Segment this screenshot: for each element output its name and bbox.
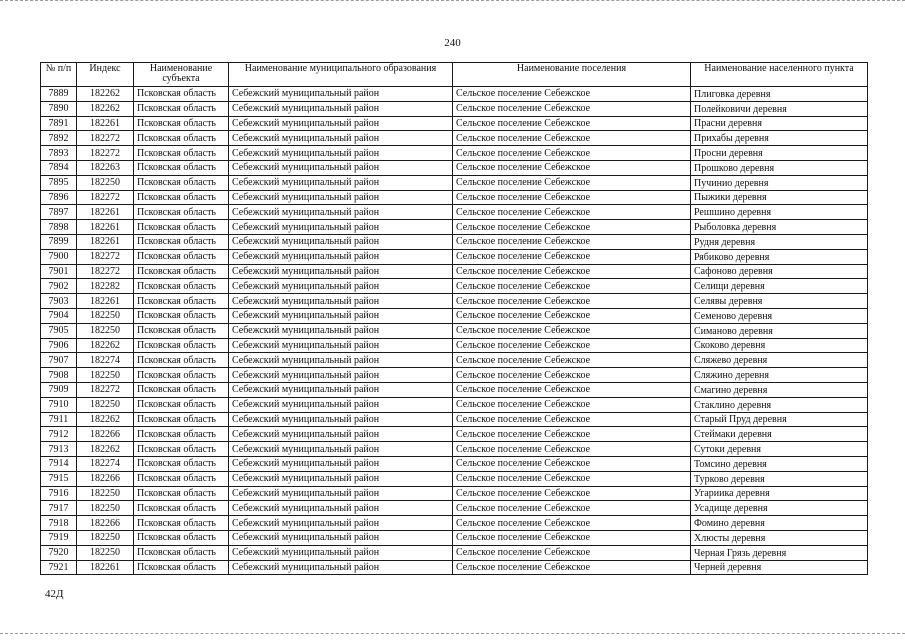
postal-index: 182261 (77, 294, 134, 309)
table-row (41, 234, 868, 249)
row-number: 7911 (41, 412, 77, 427)
header-index: Индекс (77, 63, 134, 87)
locality-name: Плиговка деревня (691, 87, 868, 102)
postal-index: 182282 (77, 279, 134, 294)
postal-index: 182261 (77, 220, 134, 235)
locality-name: Сляжино деревня (691, 368, 868, 383)
row-number: 7900 (41, 249, 77, 264)
municipality-name: Себежский муниципальный район (229, 382, 453, 397)
table-row (41, 205, 868, 220)
postal-index: 182250 (77, 368, 134, 383)
settlement-name: Сельское поселение Себежское (453, 456, 691, 471)
table-row (41, 397, 868, 412)
row-number: 7903 (41, 294, 77, 309)
municipality-name: Себежский муниципальный район (229, 87, 453, 102)
municipality-name: Себежский муниципальный район (229, 264, 453, 279)
settlement-name: Сельское поселение Себежское (453, 279, 691, 294)
table-row (41, 456, 868, 471)
postal-index: 182250 (77, 530, 134, 545)
subject-name: Псковская область (134, 442, 229, 457)
table-row (41, 175, 868, 190)
table-row (41, 368, 868, 383)
postal-index: 182262 (77, 412, 134, 427)
settlement-name: Сельское поселение Себежское (453, 516, 691, 531)
subject-name: Псковская область (134, 545, 229, 560)
postal-index: 182272 (77, 146, 134, 161)
locality-name: Просни деревня (691, 146, 868, 161)
settlements-table (40, 62, 868, 575)
settlement-name: Сельское поселение Себежское (453, 560, 691, 575)
row-number: 7897 (41, 205, 77, 220)
postal-index: 182262 (77, 101, 134, 116)
municipality-name: Себежский муниципальный район (229, 190, 453, 205)
row-number: 7889 (41, 87, 77, 102)
page-number: 240 (444, 37, 461, 49)
postal-index: 182272 (77, 264, 134, 279)
settlement-name: Сельское поселение Себежское (453, 175, 691, 190)
subject-name: Псковская область (134, 427, 229, 442)
settlement-name: Сельское поселение Себежское (453, 131, 691, 146)
row-number: 7904 (41, 308, 77, 323)
settlement-name: Сельское поселение Себежское (453, 116, 691, 131)
locality-name: Симаново деревня (691, 323, 868, 338)
postal-index: 182250 (77, 397, 134, 412)
locality-name: Рябиково деревня (691, 249, 868, 264)
postal-index: 182272 (77, 249, 134, 264)
settlement-name: Сельское поселение Себежское (453, 264, 691, 279)
table-row (41, 486, 868, 501)
row-number: 7914 (41, 456, 77, 471)
header-settlement: Наименование поселения (453, 63, 691, 87)
municipality-name: Себежский муниципальный район (229, 368, 453, 383)
municipality-name: Себежский муниципальный район (229, 412, 453, 427)
table-row (41, 160, 868, 175)
settlement-name: Сельское поселение Себежское (453, 205, 691, 220)
table-row (41, 116, 868, 131)
settlement-name: Сельское поселение Себежское (453, 101, 691, 116)
postal-index: 182250 (77, 545, 134, 560)
locality-name: Сляжево деревня (691, 353, 868, 368)
postal-index: 182250 (77, 486, 134, 501)
municipality-name: Себежский муниципальный район (229, 560, 453, 575)
subject-name: Псковская область (134, 486, 229, 501)
municipality-name: Себежский муниципальный район (229, 397, 453, 412)
postal-index: 182261 (77, 234, 134, 249)
subject-name: Псковская область (134, 501, 229, 516)
row-number: 7902 (41, 279, 77, 294)
settlement-name: Сельское поселение Себежское (453, 530, 691, 545)
subject-name: Псковская область (134, 160, 229, 175)
subject-name: Псковская область (134, 190, 229, 205)
settlement-name: Сельское поселение Себежское (453, 220, 691, 235)
locality-name: Томсино деревня (691, 456, 868, 471)
settlement-name: Сельское поселение Себежское (453, 368, 691, 383)
postal-index: 182262 (77, 87, 134, 102)
locality-name: Старый Пруд деревня (691, 412, 868, 427)
locality-name: Стеймаки деревня (691, 427, 868, 442)
locality-name: Селявы деревня (691, 294, 868, 309)
settlement-name: Сельское поселение Себежское (453, 545, 691, 560)
subject-name: Псковская область (134, 323, 229, 338)
footer-code: 42Д (45, 588, 64, 600)
settlement-name: Сельское поселение Себежское (453, 294, 691, 309)
settlement-name: Сельское поселение Себежское (453, 471, 691, 486)
settlement-name: Сельское поселение Себежское (453, 323, 691, 338)
municipality-name: Себежский муниципальный район (229, 353, 453, 368)
locality-name: Селищи деревня (691, 279, 868, 294)
settlement-name: Сельское поселение Себежское (453, 234, 691, 249)
table-row (41, 323, 868, 338)
locality-name: Черная Грязь деревня (691, 545, 868, 560)
header-municipality: Наименование муниципального образования (229, 63, 453, 87)
table-row (41, 190, 868, 205)
subject-name: Псковская область (134, 560, 229, 575)
row-number: 7895 (41, 175, 77, 190)
subject-name: Псковская область (134, 205, 229, 220)
municipality-name: Себежский муниципальный район (229, 427, 453, 442)
subject-name: Псковская область (134, 87, 229, 102)
subject-name: Псковская область (134, 294, 229, 309)
table-row (41, 530, 868, 545)
locality-name: Фомино деревня (691, 516, 868, 531)
settlement-name: Сельское поселение Себежское (453, 338, 691, 353)
municipality-name: Себежский муниципальный район (229, 516, 453, 531)
table-row (41, 338, 868, 353)
table-row (41, 412, 868, 427)
table-row (41, 545, 868, 560)
locality-name: Черней деревня (691, 560, 868, 575)
table-row (41, 560, 868, 575)
locality-name: Усадище деревня (691, 501, 868, 516)
scan-edge-top (0, 0, 905, 4)
table-row (41, 264, 868, 279)
municipality-name: Себежский муниципальный район (229, 131, 453, 146)
subject-name: Псковская область (134, 220, 229, 235)
postal-index: 182263 (77, 160, 134, 175)
table-row (41, 294, 868, 309)
subject-name: Псковская область (134, 249, 229, 264)
postal-index: 182250 (77, 323, 134, 338)
row-number: 7898 (41, 220, 77, 235)
header-locality: Наименование населенного пункта (691, 63, 868, 87)
table-row (41, 146, 868, 161)
municipality-name: Себежский муниципальный район (229, 323, 453, 338)
locality-name: Сафоново деревня (691, 264, 868, 279)
postal-index: 182274 (77, 456, 134, 471)
municipality-name: Себежский муниципальный район (229, 486, 453, 501)
row-number: 7918 (41, 516, 77, 531)
table-row (41, 427, 868, 442)
table-row (41, 220, 868, 235)
row-number: 7905 (41, 323, 77, 338)
postal-index: 182262 (77, 442, 134, 457)
table-row (41, 131, 868, 146)
postal-index: 182274 (77, 353, 134, 368)
settlement-name: Сельское поселение Себежское (453, 442, 691, 457)
postal-index: 182261 (77, 116, 134, 131)
settlement-name: Сельское поселение Себежское (453, 486, 691, 501)
row-number: 7910 (41, 397, 77, 412)
locality-name: Прасни деревня (691, 116, 868, 131)
locality-name: Полейковичи деревня (691, 101, 868, 116)
municipality-name: Себежский муниципальный район (229, 146, 453, 161)
row-number: 7916 (41, 486, 77, 501)
header-number: № п/п (41, 63, 77, 87)
row-number: 7921 (41, 560, 77, 575)
table-row (41, 249, 868, 264)
postal-index: 182272 (77, 382, 134, 397)
subject-name: Псковская область (134, 397, 229, 412)
settlement-name: Сельское поселение Себежское (453, 353, 691, 368)
locality-name: Пучинио деревня (691, 175, 868, 190)
settlement-name: Сельское поселение Себежское (453, 427, 691, 442)
row-number: 7901 (41, 264, 77, 279)
municipality-name: Себежский муниципальный район (229, 308, 453, 323)
subject-name: Псковская область (134, 530, 229, 545)
row-number: 7909 (41, 382, 77, 397)
municipality-name: Себежский муниципальный район (229, 160, 453, 175)
subject-name: Псковская область (134, 368, 229, 383)
postal-index: 182266 (77, 427, 134, 442)
postal-index: 182261 (77, 205, 134, 220)
row-number: 7912 (41, 427, 77, 442)
locality-name: Решшино деревня (691, 205, 868, 220)
postal-index: 182250 (77, 308, 134, 323)
locality-name: Хлюсты деревня (691, 530, 868, 545)
settlement-name: Сельское поселение Себежское (453, 412, 691, 427)
row-number: 7896 (41, 190, 77, 205)
settlement-name: Сельское поселение Себежское (453, 397, 691, 412)
municipality-name: Себежский муниципальный район (229, 501, 453, 516)
subject-name: Псковская область (134, 264, 229, 279)
subject-name: Псковская область (134, 382, 229, 397)
municipality-name: Себежский муниципальный район (229, 175, 453, 190)
municipality-name: Себежский муниципальный район (229, 442, 453, 457)
table-header-row (41, 63, 868, 87)
subject-name: Псковская область (134, 308, 229, 323)
table-row (41, 308, 868, 323)
subject-name: Псковская область (134, 146, 229, 161)
locality-name: Сутоки деревня (691, 442, 868, 457)
locality-name: Смагино деревня (691, 382, 868, 397)
municipality-name: Себежский муниципальный район (229, 471, 453, 486)
row-number: 7920 (41, 545, 77, 560)
municipality-name: Себежский муниципальный район (229, 530, 453, 545)
header-subject: Наименование субъекта (134, 63, 229, 87)
locality-name: Турково деревня (691, 471, 868, 486)
locality-name: Прихабы деревня (691, 131, 868, 146)
locality-name: Угариика деревня (691, 486, 868, 501)
subject-name: Псковская область (134, 516, 229, 531)
postal-index: 182272 (77, 190, 134, 205)
row-number: 7907 (41, 353, 77, 368)
postal-index: 182250 (77, 501, 134, 516)
subject-name: Псковская область (134, 116, 229, 131)
table-row (41, 382, 868, 397)
row-number: 7908 (41, 368, 77, 383)
settlement-name: Сельское поселение Себежское (453, 382, 691, 397)
subject-name: Псковская область (134, 412, 229, 427)
settlement-name: Сельское поселение Себежское (453, 190, 691, 205)
municipality-name: Себежский муниципальный район (229, 456, 453, 471)
postal-index: 182266 (77, 516, 134, 531)
row-number: 7915 (41, 471, 77, 486)
postal-index: 182250 (77, 175, 134, 190)
row-number: 7906 (41, 338, 77, 353)
municipality-name: Себежский муниципальный район (229, 101, 453, 116)
settlement-name: Сельское поселение Себежское (453, 87, 691, 102)
row-number: 7919 (41, 530, 77, 545)
postal-index: 182266 (77, 471, 134, 486)
settlement-name: Сельское поселение Себежское (453, 501, 691, 516)
municipality-name: Себежский муниципальный район (229, 279, 453, 294)
municipality-name: Себежский муниципальный район (229, 220, 453, 235)
subject-name: Псковская область (134, 101, 229, 116)
row-number: 7890 (41, 101, 77, 116)
municipality-name: Себежский муниципальный район (229, 205, 453, 220)
row-number: 7892 (41, 131, 77, 146)
row-number: 7899 (41, 234, 77, 249)
row-number: 7894 (41, 160, 77, 175)
row-number: 7917 (41, 501, 77, 516)
locality-name: Рудня деревня (691, 234, 868, 249)
subject-name: Псковская область (134, 456, 229, 471)
settlement-name: Сельское поселение Себежское (453, 160, 691, 175)
scan-edge-bottom (0, 633, 905, 637)
table-row (41, 87, 868, 102)
table-row (41, 101, 868, 116)
row-number: 7891 (41, 116, 77, 131)
row-number: 7893 (41, 146, 77, 161)
locality-name: Стаклино деревня (691, 397, 868, 412)
municipality-name: Себежский муниципальный район (229, 116, 453, 131)
settlement-name: Сельское поселение Себежское (453, 308, 691, 323)
postal-index: 182272 (77, 131, 134, 146)
subject-name: Псковская область (134, 471, 229, 486)
table-row (41, 501, 868, 516)
settlement-name: Сельское поселение Себежское (453, 249, 691, 264)
subject-name: Псковская область (134, 279, 229, 294)
municipality-name: Себежский муниципальный район (229, 338, 453, 353)
municipality-name: Себежский муниципальный район (229, 545, 453, 560)
subject-name: Псковская область (134, 353, 229, 368)
row-number: 7913 (41, 442, 77, 457)
table-row (41, 516, 868, 531)
table-row (41, 471, 868, 486)
locality-name: Рыболовка деревня (691, 220, 868, 235)
municipality-name: Себежский муниципальный район (229, 294, 453, 309)
postal-index: 182261 (77, 560, 134, 575)
table-row (41, 279, 868, 294)
municipality-name: Себежский муниципальный район (229, 234, 453, 249)
subject-name: Псковская область (134, 175, 229, 190)
locality-name: Скоково деревня (691, 338, 868, 353)
postal-index: 182262 (77, 338, 134, 353)
locality-name: Семеново деревня (691, 308, 868, 323)
locality-name: Пыжики деревня (691, 190, 868, 205)
subject-name: Псковская область (134, 131, 229, 146)
settlement-name: Сельское поселение Себежское (453, 146, 691, 161)
subject-name: Псковская область (134, 338, 229, 353)
table-row (41, 353, 868, 368)
table-body (41, 87, 868, 575)
locality-name: Прошково деревня (691, 160, 868, 175)
municipality-name: Себежский муниципальный район (229, 249, 453, 264)
subject-name: Псковская область (134, 234, 229, 249)
table-row (41, 442, 868, 457)
